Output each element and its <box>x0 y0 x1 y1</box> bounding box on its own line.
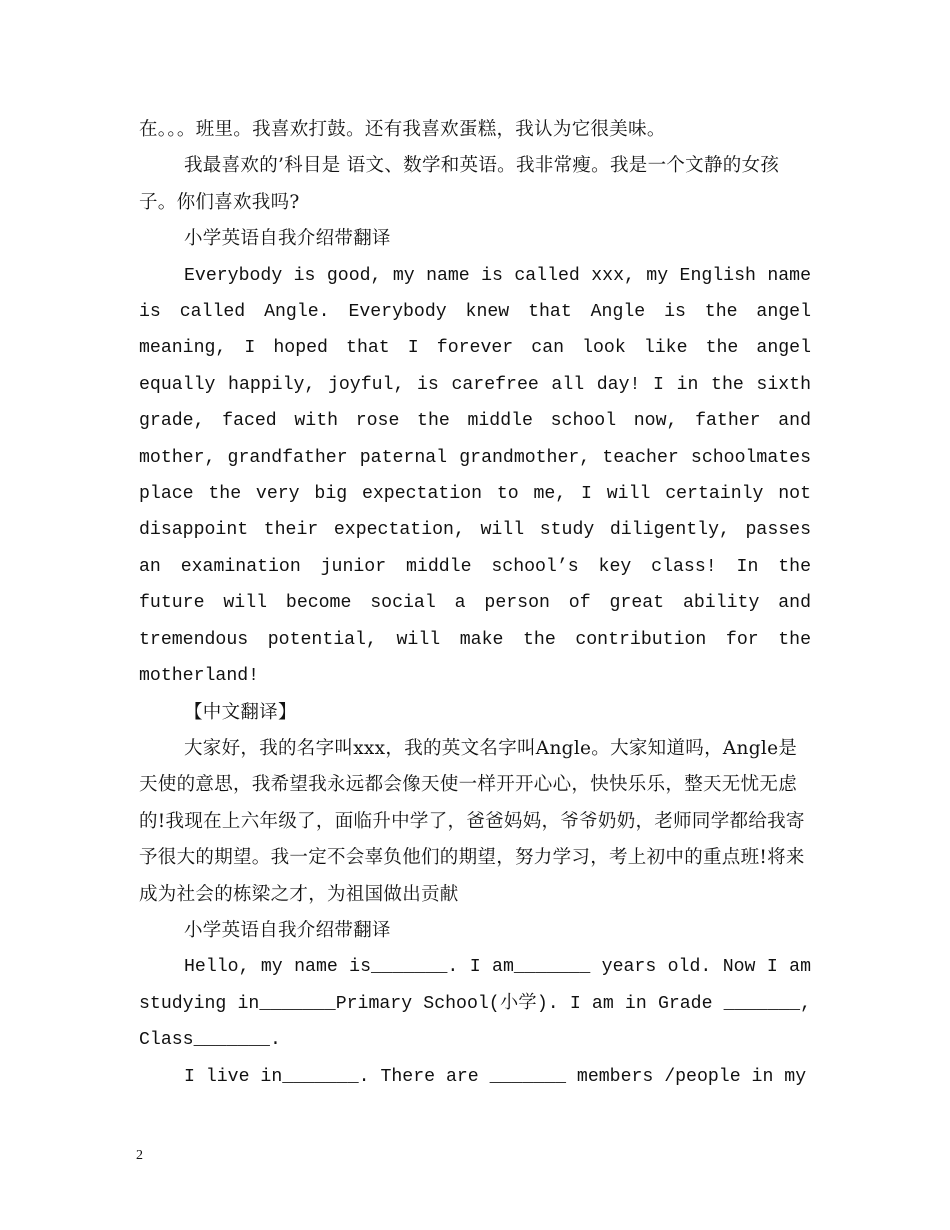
paragraph-intro-continuation: 在。。。班里。我喜欢打鼓。还有我喜欢蛋糕，我认为它很美味。 <box>139 119 666 140</box>
page-body <box>139 112 811 1095</box>
paragraph-english-intro: Everybody is good, my name is called xxx, my English name is called Angle. Everybody knew that Angle is the angel meaning, I hoped that I forever can look like the angel equally happily, joyful, is carefree all day! I in the sixth grade, faced with rose the middle school now, father and mother, grandfather paternal grandmother, teacher schoolmates place the very big expectation to me, I will certainly not disappoint their expectation, will study diligently, passes an examination junior middle school’s key class! In the future will become social a person of great ability and tremendous potential, will make the contribution for the motherland! <box>139 265 811 687</box>
translation-heading: 【中文翻译】 <box>184 701 297 723</box>
paragraph-chinese-translation: 大家好，我的名字叫xxx，我的英文名字叫Angle。大家知道吗，Angle是天使的意思，我希望我永远都会像天使一样开开心心，快快乐乐，整天无忧无虑的!我现在上六年级了，面临升中学了，爸爸妈妈，爷爷奶奶，老师同学都给我寄予很大的期望。我一定不会辜负他们的期望，努力学习，考上初中的重点班!将来成为社会的栋梁之才，为祖国做出贡献 <box>139 737 805 905</box>
page-number: 2 <box>136 1148 143 1163</box>
paragraph-template-family: I live in_______. There are _______ members /people in my <box>184 1066 807 1087</box>
section-heading-2: 小学英语自我介绍带翻译 <box>184 919 391 941</box>
paragraph-template-intro: Hello, my name is_______. I am_______ years old. Now I am studying in_______Primary School(小学). I am in Grade _______, Class_______. <box>139 957 811 1051</box>
section-heading-1: 小学英语自我介绍带翻译 <box>184 228 391 250</box>
paragraph-favorite-subjects: 我最喜欢的’科目是 语文、数学和英语。我非常瘦。我是一个文静的女孩子。你们喜欢我吗? <box>139 155 780 213</box>
